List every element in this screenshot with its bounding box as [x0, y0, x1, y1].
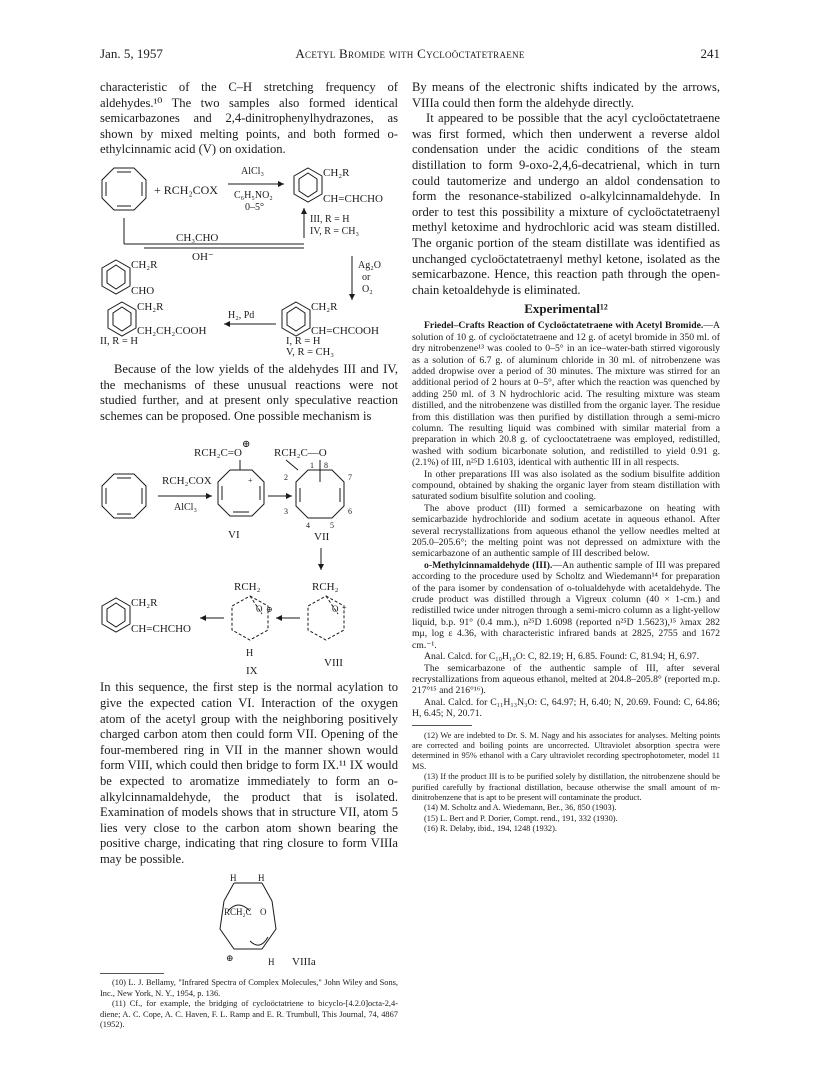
right-paragraph-1: By means of the electronic shifts indicated by the arrows, VIIIa could then form the aldehyde directly.: [412, 80, 720, 110]
cation-vi-ring: [218, 470, 264, 516]
cyclooctatetraene-ring: [102, 168, 146, 210]
footnote-10: (10) L. J. Bellamy, "Infrared Spectra of Complex Molecules," John Wiley and Sons, Inc., New York, N. Y., 1954, p. 136.: [100, 978, 398, 998]
svg-text:+: +: [248, 476, 253, 486]
hydrogenation-reagent: H₂, Pd: [228, 309, 255, 321]
page-number: 241: [700, 46, 720, 61]
header-title: Acetyl Bromide with Cycloöctatetraene: [295, 46, 525, 61]
arrow-solvent: C₆H₅NO₂: [234, 189, 273, 201]
experimental-authentic-semicarbazone: The semicarbazone of the authentic sample of III, after several recrystallizations from aqueous ethanol, melted at 204.8–205.8° (reported m.p. 217°¹⁵ and 216°¹⁶).: [412, 662, 720, 697]
substituent-ch2r: CH₂R: [131, 258, 158, 271]
label-viiia: VIIIa: [292, 956, 316, 969]
hydroxide-text: OH⁻: [192, 250, 214, 263]
analysis-1: Anal. Calcd. for C₁₀H₁₀O: C, 82.19; H, 6.85. Found: C, 81.94; H, 6.97.: [424, 651, 700, 663]
footnote-13: (13) If the product III is to be purified solely by distillation, the nitrobenzene should be purified carefully by fractional distillation, because otherwise the small amount of m-dinitrobenzene that is apt to be present will contaminate the product.: [412, 772, 720, 802]
reagent-acyl-halide: RCH₂COX: [162, 475, 212, 488]
oxidant-ag2o: Ag₂O: [358, 259, 381, 271]
cyclooctatetraene-start: [102, 474, 146, 518]
svg-text:2: 2: [284, 473, 288, 483]
label-ix: IX: [246, 665, 258, 678]
footnote-15: (15) L. Bert and P. Dorier, Compt. rend., 191, 332 (1930).: [424, 813, 618, 823]
svg-text:H: H: [268, 957, 275, 968]
right-column: [412, 80, 720, 835]
experimental-bisulfite: In other preparations III was also isolated as the sodium bisulfite addition compound, obtained by shaking the organic layer from steam distillation with saturated sodium bisulfite solution and cooling.: [412, 468, 720, 503]
svg-text:H: H: [230, 873, 237, 884]
label-vii: VII: [314, 531, 330, 544]
header-date: Jan. 5, 1957: [100, 46, 163, 61]
reaction-scheme-3: [100, 871, 398, 969]
acyl-group-viii: RCH₂: [312, 581, 339, 594]
hydrogen-ix: H: [246, 648, 254, 660]
experimental-methylcinnamaldehyde: o-Methylcinnamaldehyde (III).—An authentic sample of III was prepared according to the procedure used by Scholtz and Wiedemann¹⁴ for preparation of the para isomer by condensation of o-tolualdehyde with acetaldehyde. The crude product was distilled through a Vigreux column (40 × 1-cm.) and redistilled twice under nitrogen through a semi-micro column as a light-yellow liquid, b.p. 91° (0.4 mm.), n²⁵D 1.6098 (reported n²⁵D 1.5623),¹⁵ λmax 282 mμ, log ε 4.36, with characteristic infrared bands at 2825, 2755 and 1672 cm.⁻¹.: [412, 559, 720, 651]
footnote-12: (12) We are indebted to Dr. S. M. Nagy and his associates for analyses. Melting points are corrected and boiling points are uncorrected. Ultraviolet absorption spectra were determined in 95% ethanol with a Cary ultraviolet recording spectrophotometer, model 11 MS.: [412, 730, 720, 771]
intermediate-viii-ring: [308, 596, 344, 640]
product-substituent-cho: CH=CHCHO: [131, 623, 191, 636]
methylcinnamaldehyde-title: o-Methylcinnamaldehyde (III).: [424, 559, 553, 571]
acyl-group-vi: RCH₂C=O: [194, 447, 242, 460]
benzene-ring-aldehyde: [102, 260, 130, 294]
substituent-ch2r-d: CH₂R: [311, 300, 338, 313]
friedel-crafts-title: Friedel–Crafts Reaction of Cycloöctatetraene with Acetyl Bromide.: [424, 320, 704, 332]
label-iii: III, R = H: [310, 213, 350, 225]
benzene-ring-product: [294, 168, 322, 202]
substituent-acrylic: CH=CHCOOH: [311, 324, 379, 337]
bridged-intermediate-ix: [232, 596, 268, 640]
running-header: [100, 46, 720, 64]
label-iv: IV, R = CH₃: [310, 225, 359, 237]
reagent-text: + RCH₂COX: [154, 182, 218, 197]
svg-text:7: 7: [348, 473, 352, 483]
substituent-cho: CHO: [131, 284, 155, 297]
oxidant-or: or: [362, 271, 371, 283]
analysis-2: Anal. Calcd. for C₁₁H₁₃N₃O: C, 64.97; H, 6.40; N, 20.69. Found: C, 64.86; H, 6.45; N, 20.71.: [412, 696, 720, 720]
reagent-alcl3: AlCl₃: [174, 502, 197, 514]
label-viii: VIII: [324, 657, 343, 670]
label-vi: VI: [228, 529, 240, 542]
footnote-14: (14) M. Scholtz and A. Wiedemann, Ber., 36, 850 (1903).: [424, 803, 617, 813]
left-column: [100, 80, 398, 1031]
experimental-friedel-crafts: Friedel–Crafts Reaction of Cycloöctatetraene with Acetyl Bromide.—A solution of 10 g. of cycloöctatetraene and 12 g. of acetyl bromide in 350 ml. of dry nitrobenzene¹³ was cooled to 0–5° in an ice–water-bath stirred vigorously as a solution of 6.7 g. of aluminum chloride in 30 ml. of nitrobenzene was added dropwise over a period of 30 minutes. The mixture was stirred for an additional period of 2 hours at 0–5°, after which the reaction was quenched by adding 250 ml. of 3 N hydrochloric acid. The resulting mixture was steam distilled, and the nitrobenzene was distilled from the organic layer. The residue from this distillation was then purified by distillation through a semi-micro column. The resulting liquid was combined with similar material from a preparation in which 20.8 g. of cyclooctatetraene was employed, redistilled, washed with sodium bicarbonate solution, and redistilled to yield 0.91 g. (2.1%) of III, n²⁵D 1.6103, identical with authentic III in all respects.: [412, 320, 720, 469]
experimental-semicarbazone: The above product (III) formed a semicarbazone on heating with semicarbazide hydrochloride and sodium acetate in aqueous ethanol. After several recrystallizations from aqueous ethanol the yellow needles melted at 205.0–205.6°; the melting point was not depressed on admixture with the semicarbazone of an authentic sample of III described below.: [412, 502, 720, 560]
acetaldehyde-text: CH₃CHO: [176, 231, 219, 244]
benzene-ring-propanoic: [108, 302, 136, 336]
svg-text:1: 1: [310, 461, 314, 471]
substituent-ch2r-c: CH₂R: [137, 300, 164, 313]
oxygen-label: O: [260, 907, 267, 918]
reaction-scheme-1: [100, 160, 398, 348]
acyl-group-ix: RCH₂: [234, 581, 261, 594]
arrow-catalyst: AlCl₃: [241, 165, 264, 177]
footnote-16: (16) R. Delaby, ibid., 194, 1248 (1932).: [424, 824, 557, 834]
label-ii: II, R = H: [100, 335, 139, 347]
acyl-label: RCH₂C: [224, 907, 252, 918]
left-paragraph-3: In this sequence, the first step is the normal acylation to give the expected cation VI. Interaction of the oxygen atom of the acetyl group with the neighboring positively charged carbon atom then could form VII. Opening of the four-membered ring in VII in the manner shown would form VIII, which could then bridge to form IX.¹¹ IX would be expected to aromatize immediately to form an o-alkylcinnamaldehyde, the product that is isolated. Examination of models shows that in structure VII, atom 5 lies very close to the carbon atom shown bearing the positive charge, indicating that ring closure to form VIIIa may be possible.: [100, 680, 398, 866]
label-v: V, R = CH₃: [286, 346, 334, 358]
svg-text:4: 4: [306, 521, 310, 531]
acyl-group-vii: RCH₂C—O: [274, 447, 327, 460]
substituent-propanoic: CH₂CH₂COOH: [137, 324, 207, 337]
substituent-r: CH₂R: [323, 166, 350, 179]
left-paragraph-1: characteristic of the C–H stretching frequency of aldehydes.¹⁰ The two samples also formed identical semicarbazones and 2,4-dinitrophenylhydrazones, as shown by mixed melting points, and both formed o-ethylcinnamic acid (V) on oxidation.: [100, 80, 398, 157]
label-i: I, R = H: [286, 335, 321, 347]
oxidant-o2: O₂: [362, 283, 373, 295]
product-substituent-r: CH₂R: [131, 597, 158, 610]
svg-text:H: H: [258, 873, 265, 884]
svg-text:⊕: ⊕: [266, 605, 273, 615]
svg-text:5: 5: [330, 521, 334, 531]
cation-vii-ring: [296, 470, 344, 518]
arrow-temperature: 0–5°: [245, 201, 264, 213]
svg-text:+: +: [342, 603, 347, 613]
reaction-scheme-2: [100, 426, 398, 686]
experimental-heading: Experimental¹²: [524, 301, 608, 317]
benzene-ring-cinnamic: [282, 302, 310, 336]
charge-viiia: ⊕: [226, 953, 234, 964]
right-paragraph-2: It appeared to be possible that the acyl cycloöctatetraene was first formed, which then underwent a reverse aldol condensation under the acidic conditions of the steam distillation to form 9-oxo-2,4,6-decatrienal, which in turn could tautomerize and undergo an aldol condensation to form the resonance-stabilized o-alkylcinnamaldehyde. In order to test this possibility a mixture of cycloöctatetraenyl methyl ketoxime and hydrochloric acid was steam distilled. The organic portion of the steam distillate was identified as unchanged cycloöctatetraenyl methyl ketone, isolated as the semicarbazone. Hence, this reaction path through the open-chain ketoaldehyde is eliminated.: [412, 111, 720, 297]
charge-symbol: ⊕: [242, 439, 251, 451]
svg-text:8: 8: [324, 461, 328, 471]
o-alkylcinnamaldehyde-ring: [102, 598, 130, 632]
left-paragraph-2: Because of the low yields of the aldehydes III and IV, the mechanisms of these unusual reactions were not studied further, and at present only speculative reaction schemes can be proposed. One possible mechanism is: [100, 361, 398, 423]
svg-text:O: O: [256, 604, 263, 615]
svg-text:3: 3: [284, 507, 288, 517]
svg-text:6: 6: [348, 507, 352, 517]
substituent-aldehyde: CH=CHCHO: [323, 192, 383, 205]
footnote-11: (11) Cf., for example, the bridging of cycloöctatriene to bicyclo-[4.2.0]octa-2,4-diene; A. C. Cope, A. C. Haven, F. L. Ramp and E. R. Trumbull, This Journal, 74, 4867 (1952).: [100, 999, 398, 1030]
svg-text:O: O: [332, 604, 339, 615]
